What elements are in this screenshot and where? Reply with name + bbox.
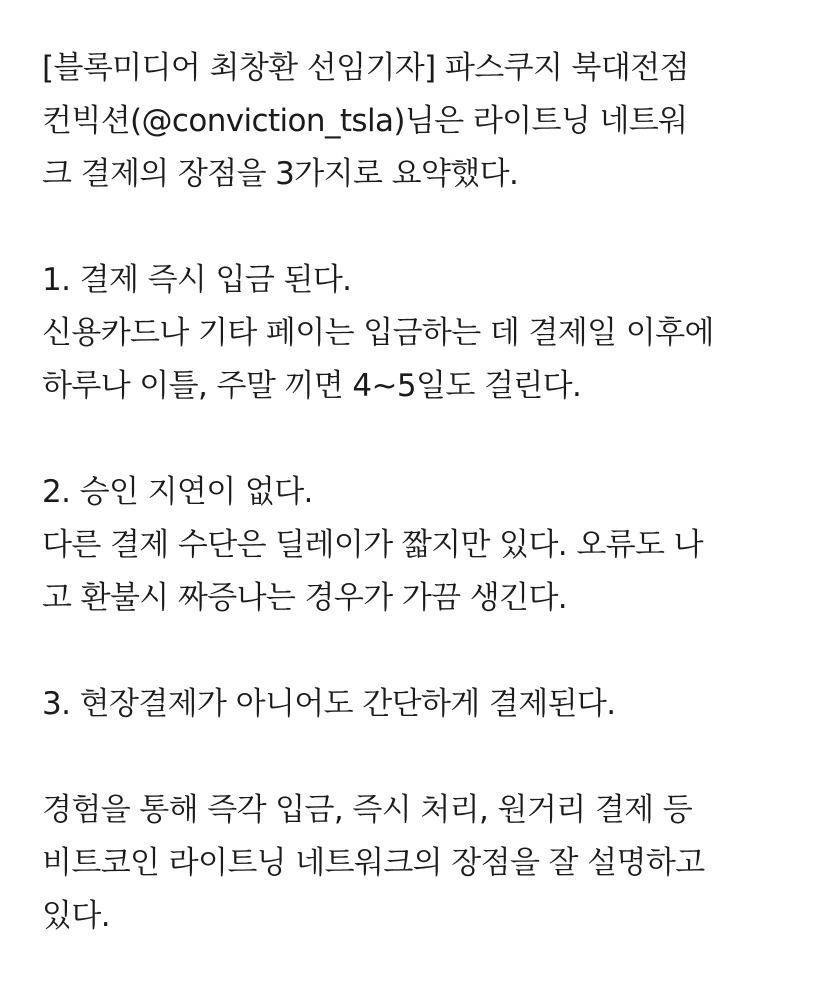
point-2-paragraph: [42, 466, 798, 625]
text-line: 하루나 이틀, 주말 끼면 4~5일도 걸린다.: [42, 368, 582, 404]
paragraph-gap: [42, 201, 798, 254]
point-1-paragraph: [42, 254, 798, 413]
text-line: [블록미디어 최창환 선임기자] 파스쿠지 북대전점: [42, 50, 689, 86]
text-line: 고 환불시 짜증나는 경우가 가끔 생긴다.: [42, 580, 568, 616]
point-heading: 1. 결제 즉시 입금 된다.: [42, 262, 352, 298]
text-line: 신용카드나 기타 페이는 입금하는 데 결제일 이후에: [42, 315, 714, 351]
paragraph-gap: [42, 625, 798, 678]
text-line: 다른 결제 수단은 딜레이가 짧지만 있다. 오류도 나: [42, 527, 703, 563]
text-line: 크 결제의 장점을 3가지로 요약했다.: [42, 156, 519, 192]
point-heading: 3. 현장결제가 아니어도 간단하게 결제된다.: [42, 686, 616, 722]
point-heading: 2. 승인 지연이 없다.: [42, 474, 313, 510]
text-line: 컨빅션(@conviction_tsla)님은 라이트닝 네트워: [42, 103, 688, 139]
paragraph-gap: [42, 731, 798, 784]
conclusion-paragraph: [42, 784, 798, 943]
text-line: 있다.: [42, 898, 110, 934]
text-line: 비트코인 라이트닝 네트워크의 장점을 잘 설명하고: [42, 845, 705, 881]
intro-paragraph: [42, 42, 798, 201]
text-line: 경험을 통해 즉각 입금, 즉시 처리, 원거리 결제 등: [42, 792, 693, 828]
paragraph-gap: [42, 413, 798, 466]
point-3-paragraph: [42, 678, 798, 731]
